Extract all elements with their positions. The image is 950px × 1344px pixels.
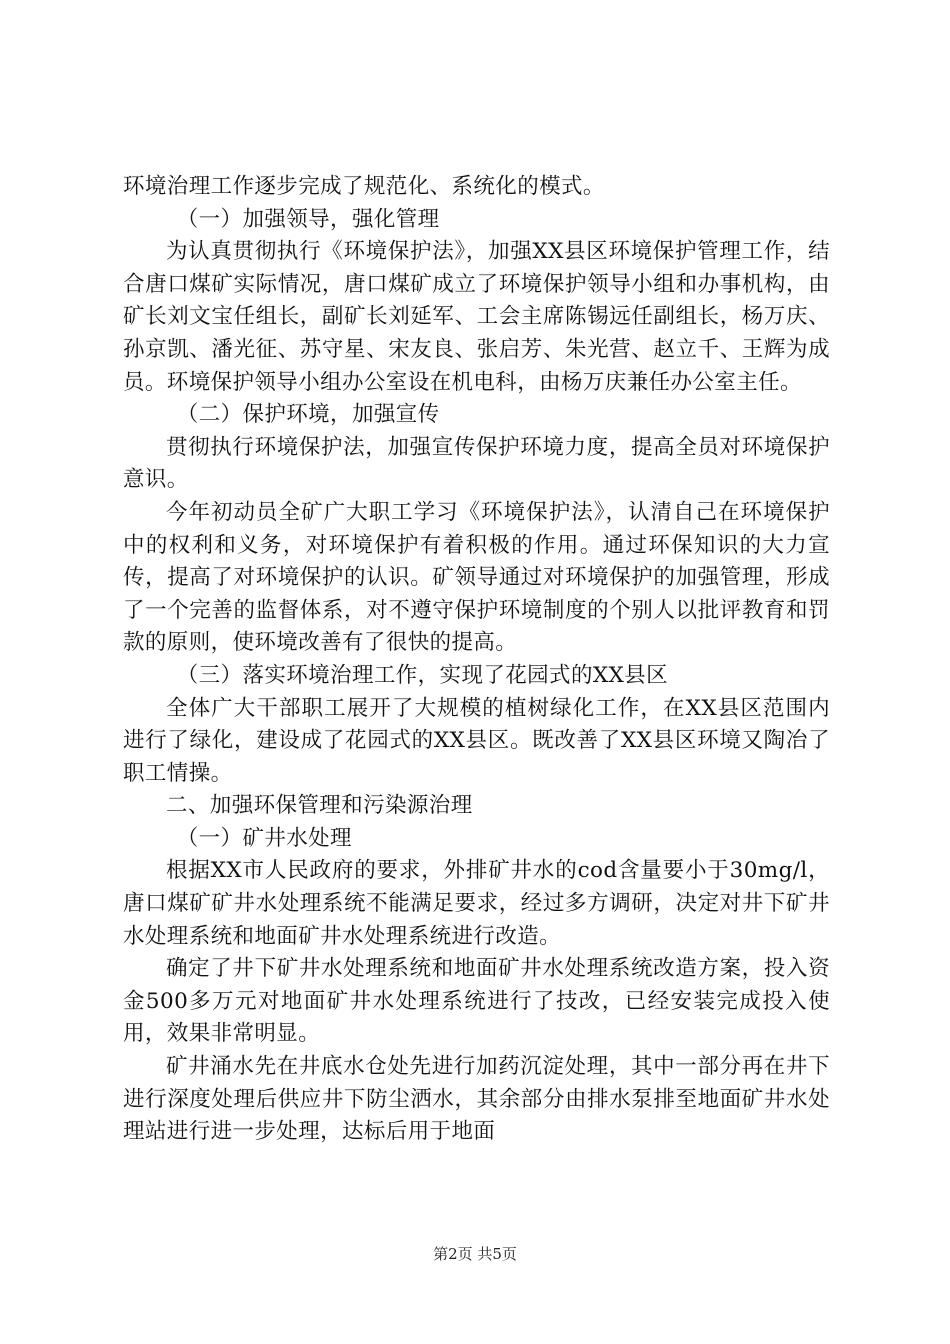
section-heading-3: （三）落实环境治理工作，实现了花园式的XX县区 xyxy=(176,662,669,688)
section-heading-1: （一）加强领导，强化管理 xyxy=(176,206,440,232)
page-number-footer: 第2页 共5页 xyxy=(433,1245,517,1263)
document-body xyxy=(123,171,830,1149)
section-heading-2: （二）保护环境，加强宣传 xyxy=(176,402,440,428)
body-paragraph: 今年初动员全矿广大职工学习《环境保护法》，认清自己在环境保护中的权利和义务，对环境保护有着积极的作用。通过环保知识的大力宣传，提高了对环境保护的认识。矿领导通过对环境保护的加强管理，形成了一个完善的监督体系，对不遵守保护环境制度的个别人以批评教育和罚款的原则，使环境改善有了很快的提高。 xyxy=(123,499,830,656)
body-paragraph: 矿井涌水先在井底水仓处先进行加药沉淀处理，其中一部分再在井下进行深度处理后供应井下防尘洒水，其余部分由排水泵排至地面矿井水处理站进行进一步处理，达标后用于地面 xyxy=(123,1054,830,1145)
paragraph-continuation: 环境治理工作逐步完成了规范化、系统化的模式。 xyxy=(123,174,605,199)
body-paragraph: 为认真贯彻执行《环境保护法》，加强XX县区环境保护管理工作，结合唐口煤矿实际情况，唐口煤矿成立了环境保护领导小组和办事机构，由矿长刘文宝任组长，副矿长刘延军、工会主席陈锡远任副组长，杨万庆、孙京凯、潘光征、苏守星、宋友良、张启芳、朱光营、赵立千、王辉为成员。环境保护领导小组办公室设在机电科，由杨万庆兼任办公室主任。 xyxy=(123,239,830,395)
body-paragraph: 全体广大干部职工展开了大规模的植树绿化工作，在XX县区范围内进行了绿化，建设成了花园式的XX县区。既改善了XX县区环境又陶冶了职工情操。 xyxy=(123,695,830,786)
body-paragraph: 确定了井下矿井水处理系统和地面矿井水处理系统改造方案，投入资金500多万元对地面矿井水处理系统进行了技改，已经安装完成投入使用，效果非常明显。 xyxy=(123,956,830,1047)
body-paragraph: 根据XX市人民政府的要求，外排矿井水的cod含量要小于30mg/l，唐口煤矿矿井水处理系统不能满足要求，经过多方调研，决定对井下矿井水处理系统和地面矿井水处理系统进行改造。 xyxy=(123,858,830,949)
section-heading-mine-water: （一）矿井水处理 xyxy=(176,825,352,851)
body-paragraph: 贯彻执行环境保护法，加强宣传保护环境力度，提高全员对环境保护意识。 xyxy=(123,434,830,493)
chapter-heading-2: 二、加强环保管理和污染源治理 xyxy=(166,793,473,819)
